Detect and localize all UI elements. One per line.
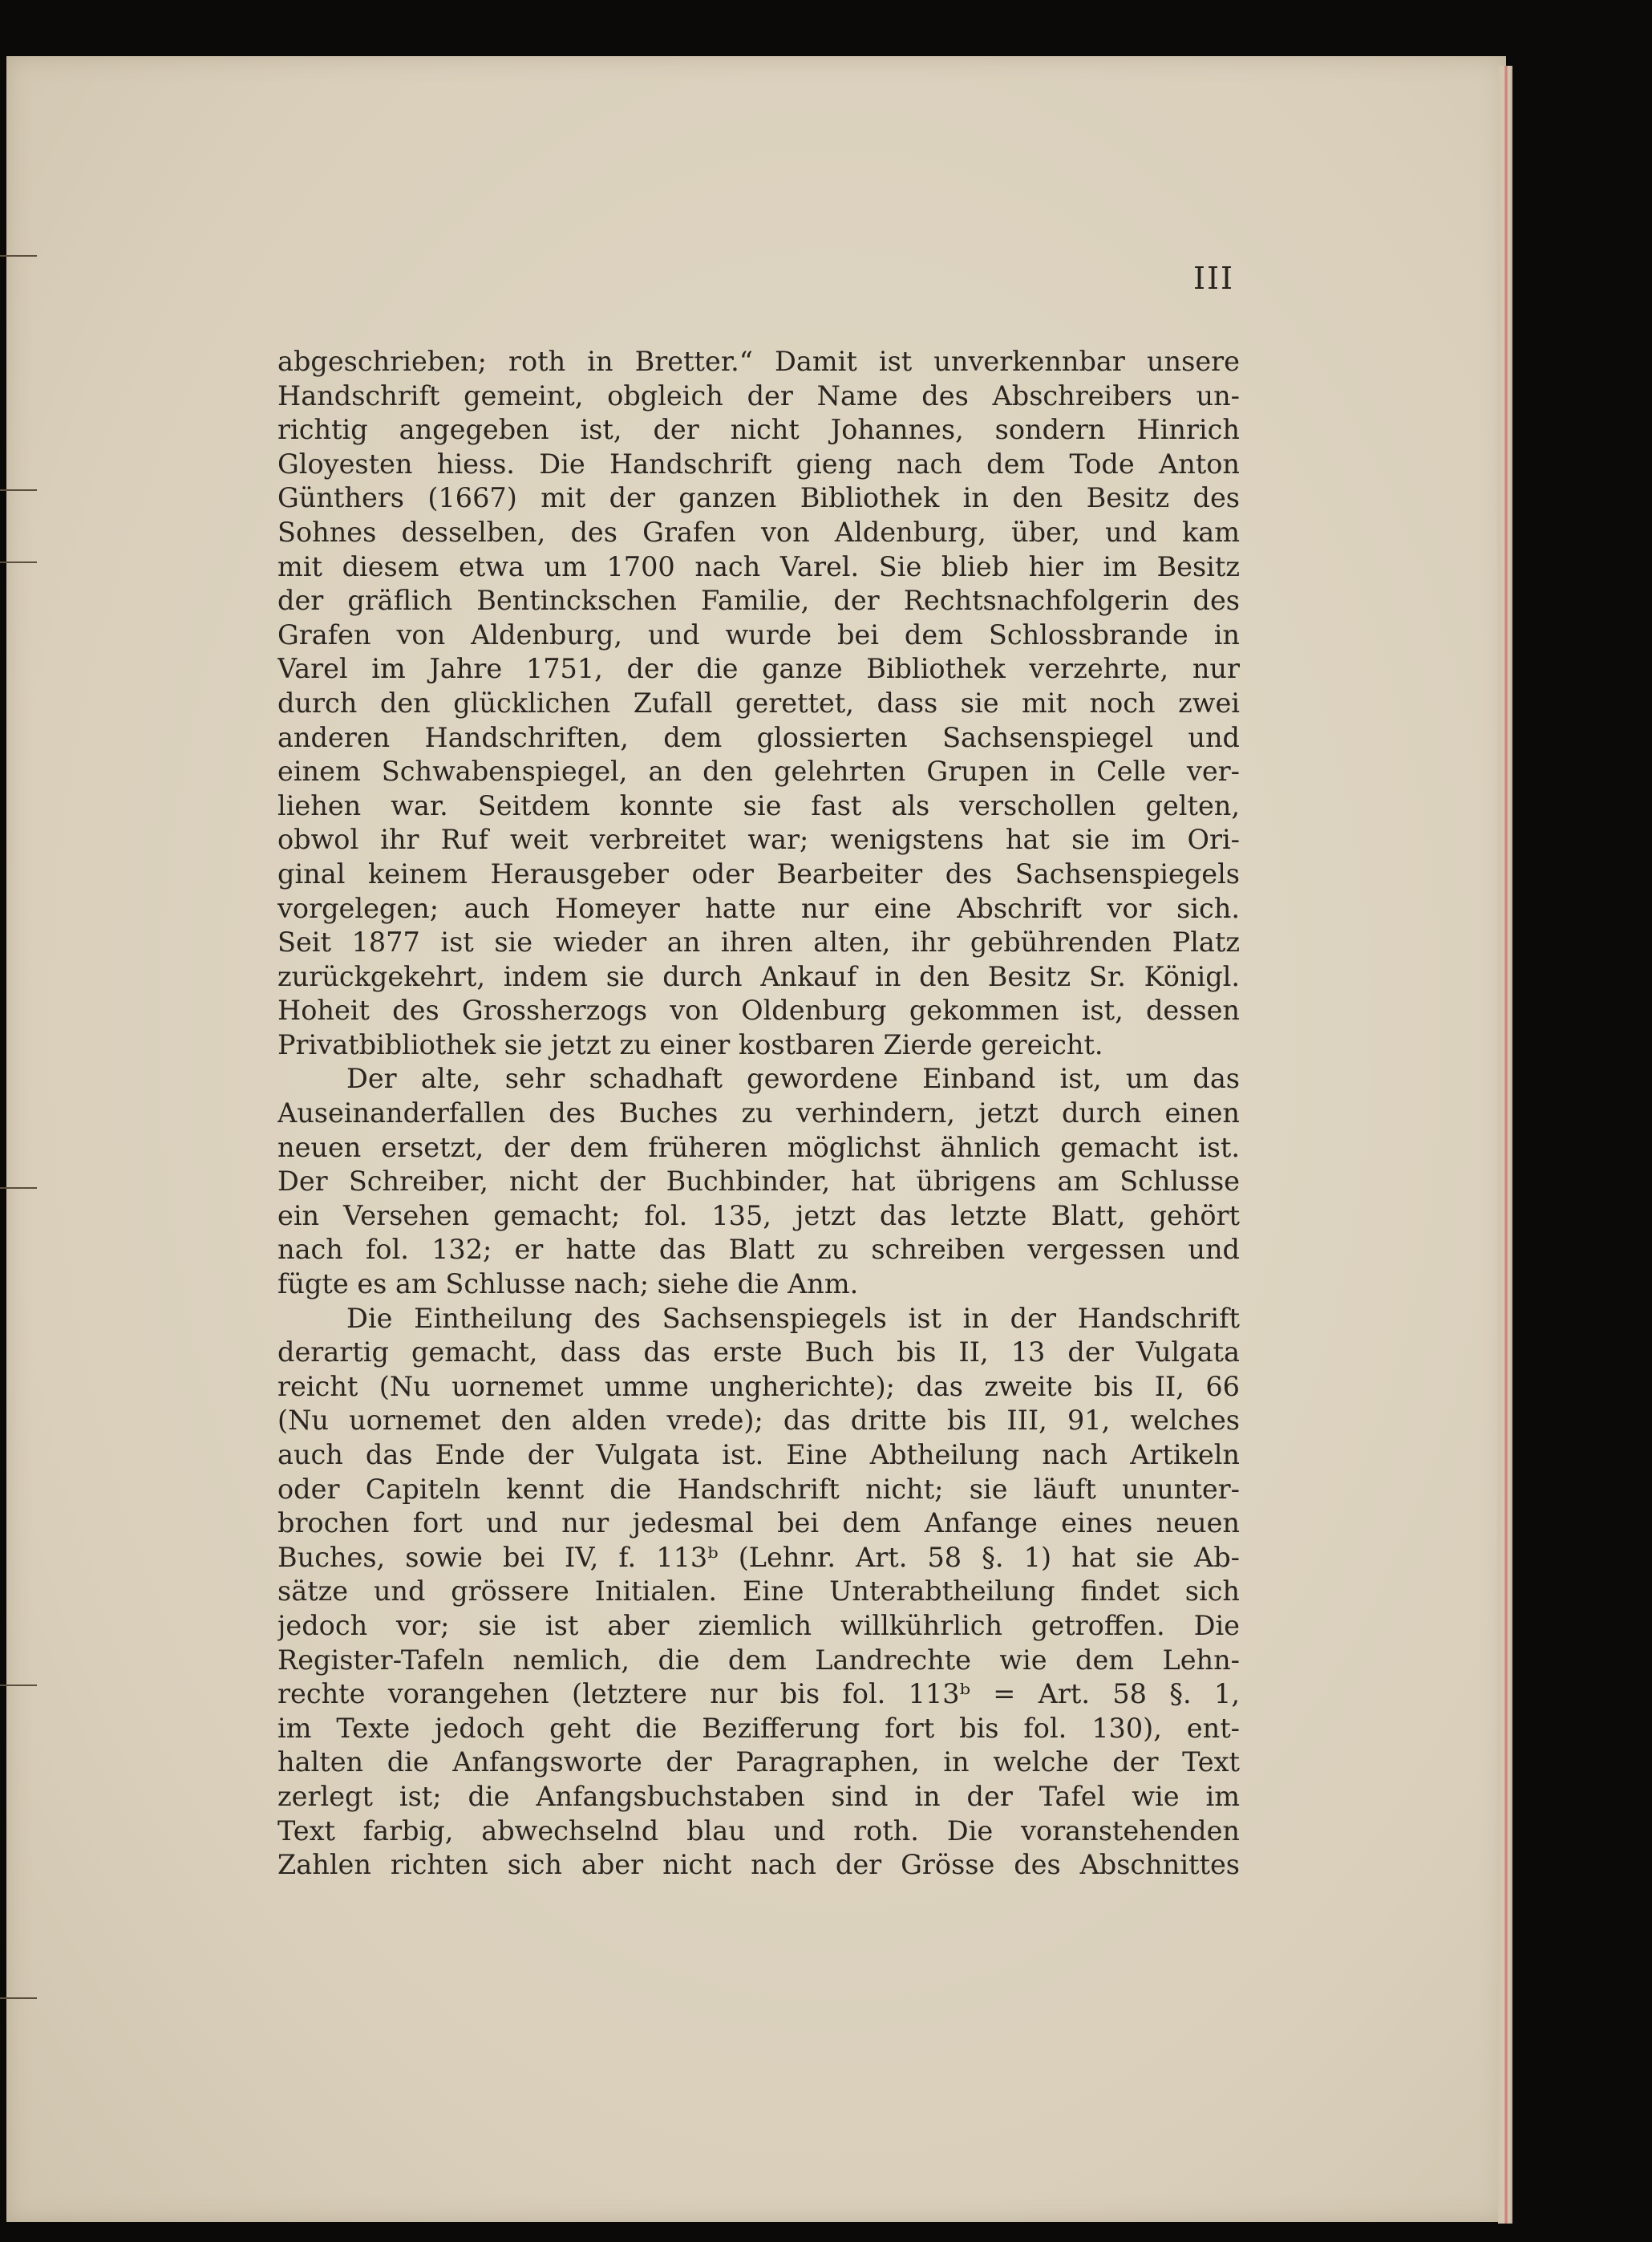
text-line: Gloyesten hiess. Die Handschrift gieng nach dem Tode Anton <box>277 448 1240 480</box>
text-line: richtig angegeben ist, der nicht Johannes, sondern Hinrich <box>277 414 1240 446</box>
binding-thread <box>0 255 37 257</box>
binding-thread <box>0 489 37 491</box>
text-line: Hoheit des Grossherzogs von Oldenburg gekommen ist, dessen <box>277 995 1240 1027</box>
text-line: anderen Handschriften, dem glossierten Sachsenspiegel und <box>277 721 1240 753</box>
text-line: (Nu uornemet den alden vrede); das dritte bis III, 91, welches <box>277 1405 1240 1437</box>
text-line: Sohnes desselben, des Grafen von Aldenburg, über, und kam <box>277 516 1240 548</box>
paragraph <box>277 345 1240 1062</box>
text-line: im Texte jedoch geht die Bezifferung fort bis fol. 130), ent- <box>277 1712 1240 1744</box>
text-line: halten die Anfangsworte der Paragraphen, in welche der Text <box>277 1746 1240 1778</box>
text-line: ginal keinem Herausgeber oder Bearbeiter des Sachsenspiegels <box>277 857 1240 890</box>
text-line: nach fol. 132; er hatte das Blatt zu schreiben vergessen und <box>277 1234 1240 1266</box>
text-line: Privatbibliothek sie jetzt zu einer kostbaren Zierde gereicht. <box>277 1028 1103 1060</box>
text-line: Die Eintheilung des Sachsenspiegels ist in der Handschrift <box>346 1302 1240 1334</box>
paragraph <box>277 1062 1240 1301</box>
text-line: zurückgekehrt, indem sie durch Ankauf in den Besitz Sr. Königl. <box>277 960 1240 992</box>
text-line: oder Capiteln kennt die Handschrift nicht; sie läuft ununter- <box>277 1473 1240 1505</box>
text-line: Grafen von Aldenburg, und wurde bei dem Schlossbrande in <box>277 618 1240 651</box>
text-line: Varel im Jahre 1751, der die ganze Bibliothek verzehrte, nur <box>277 653 1240 685</box>
text-line: zerlegt ist; die Anfangsbuchstaben sind in der Tafel wie im <box>277 1780 1240 1812</box>
text-line: auch das Ende der Vulgata ist. Eine Abtheilung nach Artikeln <box>277 1439 1240 1470</box>
text-line: rechte vorangehen (letztere nur bis fol. 113ᵇ = Art. 58 §. 1, <box>277 1678 1240 1710</box>
text-line: Handschrift gemeint, obgleich der Name des Abschreibers un- <box>277 379 1240 412</box>
body-text <box>277 345 1240 1883</box>
text-line: Günthers (1667) mit der ganzen Bibliothek in den Besitz des <box>277 482 1240 514</box>
text-line: Seit 1877 ist sie wieder an ihren alten, ihr gebührenden Platz <box>277 926 1240 959</box>
text-line: obwol ihr Ruf weit verbreitet war; wenigstens hat sie im Ori- <box>277 824 1240 856</box>
text-line: derartig gemacht, dass das erste Buch bis II, 13 der Vulgata <box>277 1336 1240 1368</box>
text-line: abgeschrieben; roth in Bretter.“ Damit ist unverkennbar unsere <box>277 346 1240 377</box>
text-line: sätze und grössere Initialen. Eine Unterabtheilung findet sich <box>277 1575 1240 1608</box>
text-line: Text farbig, abwechselnd blau und roth. Die voranstehenden <box>277 1814 1240 1847</box>
text-line: Auseinanderfallen des Buches zu verhindern, jetzt durch einen <box>277 1097 1240 1129</box>
text-line: der gräflich Bentinckschen Familie, der Rechtsnachfolgerin des <box>277 585 1240 617</box>
text-line: Buches, sowie bei IV, f. 113ᵇ (Lehnr. Art. 58 §. 1) hat sie Ab- <box>277 1541 1240 1573</box>
binding-thread <box>0 1685 37 1686</box>
text-line: durch den glücklichen Zufall gerettet, dass sie mit noch zwei <box>277 687 1240 719</box>
text-line: liehen war. Seitdem konnte sie fast als verschollen gelten, <box>277 789 1240 821</box>
page-number: III <box>1193 261 1235 296</box>
text-line: reicht (Nu uornemet umme ungherichte); das zweite bis II, 66 <box>277 1370 1240 1402</box>
paragraph <box>277 1302 1240 1883</box>
text-line: Der Schreiber, nicht der Buchbinder, hat übrigens am Schlusse <box>277 1166 1240 1198</box>
binding-thread <box>0 562 37 563</box>
text-line: fügte es am Schlusse nach; siehe die Anm. <box>277 1268 859 1300</box>
text-line: jedoch vor; sie ist aber ziemlich willkührlich getroffen. Die <box>277 1609 1240 1641</box>
text-line: neuen ersetzt, der dem früheren möglichst ähnlich gemacht ist. <box>277 1131 1240 1163</box>
text-line: einem Schwabenspiegel, an den gelehrten Grupen in Celle ver- <box>277 756 1240 788</box>
binding-thread <box>0 1997 37 1999</box>
page-edge <box>1498 66 1512 2224</box>
text-line: ein Versehen gemacht; fol. 135, jetzt das letzte Blatt, gehört <box>277 1199 1240 1231</box>
text-line: Register-Tafeln nemlich, die dem Landrechte wie dem Lehn- <box>277 1644 1240 1676</box>
text-line: Der alte, sehr schadhaft gewordene Einband ist, um das <box>346 1063 1240 1095</box>
text-line: Zahlen richten sich aber nicht nach der Grösse des Abschnittes <box>277 1849 1240 1881</box>
text-line: vorgelegen; auch Homeyer hatte nur eine Abschrift vor sich. <box>277 892 1240 924</box>
text-line: brochen fort und nur jedesmal bei dem Anfange eines neuen <box>277 1507 1240 1539</box>
text-line: mit diesem etwa um 1700 nach Varel. Sie blieb hier im Besitz <box>277 550 1240 582</box>
binding-thread <box>0 1187 37 1189</box>
